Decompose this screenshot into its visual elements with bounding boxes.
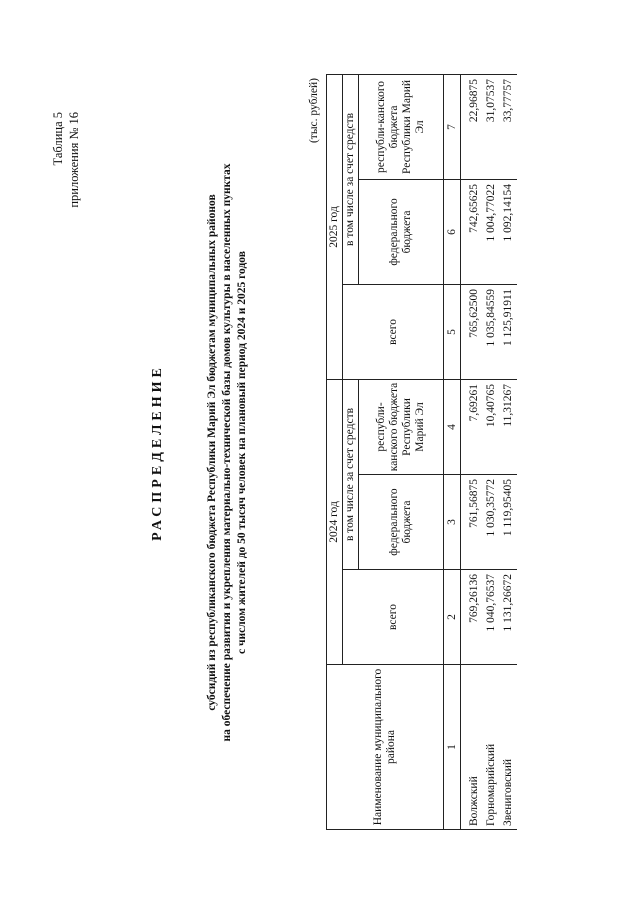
value-cell: 33,77757 xyxy=(500,74,517,179)
value-cell: 10,40765 xyxy=(483,379,500,474)
column-number: 7 xyxy=(444,74,461,179)
value-cell: 7,69261 xyxy=(461,379,484,474)
header-year-2025: 2025 год xyxy=(327,74,343,379)
table-row xyxy=(500,74,517,829)
value-cell: 22,96875 xyxy=(461,74,484,179)
value-cell: 11,31267 xyxy=(500,379,517,474)
header-district-name: Наименование муниципального района xyxy=(327,665,444,830)
value-cell: 1 030,35772 xyxy=(483,475,500,570)
value-cell: 1 131,26672 xyxy=(500,570,517,665)
header-republic-2024: республи-канского бюджета Республики Марий Эл xyxy=(359,379,444,474)
table-reference xyxy=(50,112,82,208)
appendix-reference: приложения № 16 xyxy=(67,112,81,208)
distribution-table xyxy=(326,74,517,830)
value-cell: 765,62500 xyxy=(461,284,484,379)
value-cell: 1 125,91911 xyxy=(500,284,517,379)
subtitle-line: с числом жителей до 50 тысяч человек на плановый период 2024 и 2025 годов xyxy=(236,251,248,654)
value-cell: 761,56875 xyxy=(461,475,484,570)
units-label: (тыс. рублей) xyxy=(308,78,320,144)
subtitle-line: на обеспечение развития и укрепления материально-технической базы домов культуры в населенных пунктах xyxy=(221,163,233,742)
value-cell: 742,65625 xyxy=(461,179,484,284)
header-republic-2025: республи-канского бюджета Республики Марий Эл xyxy=(359,74,444,179)
header-federal-2025: федерального бюджета xyxy=(359,179,444,284)
column-number: 2 xyxy=(444,570,461,665)
header-federal-2024: федерального бюджета xyxy=(359,475,444,570)
header-total-2024: всего xyxy=(343,570,444,665)
document-title: РАСПРЕДЕЛЕНИЕ xyxy=(150,364,165,541)
column-number: 6 xyxy=(444,179,461,284)
district-name: Волжский xyxy=(461,665,484,830)
value-cell: 1 092,14154 xyxy=(500,179,517,284)
column-number: 1 xyxy=(444,665,461,830)
value-cell: 1 040,76537 xyxy=(483,570,500,665)
document-subtitle xyxy=(205,0,250,905)
table-row xyxy=(461,74,484,829)
column-number: 4 xyxy=(444,379,461,474)
value-cell: 769,26136 xyxy=(461,570,484,665)
value-cell: 1 119,95405 xyxy=(500,475,517,570)
value-cell: 1 004,77022 xyxy=(483,179,500,284)
header-including-2025: в том числе за счет средств xyxy=(343,74,359,284)
table-number: Таблица 5 xyxy=(51,112,65,166)
table-row xyxy=(483,74,500,829)
district-name: Звениговский xyxy=(500,665,517,830)
value-cell: 31,07537 xyxy=(483,74,500,179)
column-number: 3 xyxy=(444,475,461,570)
district-name: Горномарийский xyxy=(483,665,500,830)
value-cell: 1 035,84559 xyxy=(483,284,500,379)
header-including-2024: в том числе за счет средств xyxy=(343,379,359,569)
column-number: 5 xyxy=(444,284,461,379)
header-year-2024: 2024 год xyxy=(327,379,343,664)
header-total-2025: всего xyxy=(343,284,444,379)
subtitle-line: субсидий из республиканского бюджета Республики Марий Эл бюджетам муниципальных районов xyxy=(206,194,218,711)
